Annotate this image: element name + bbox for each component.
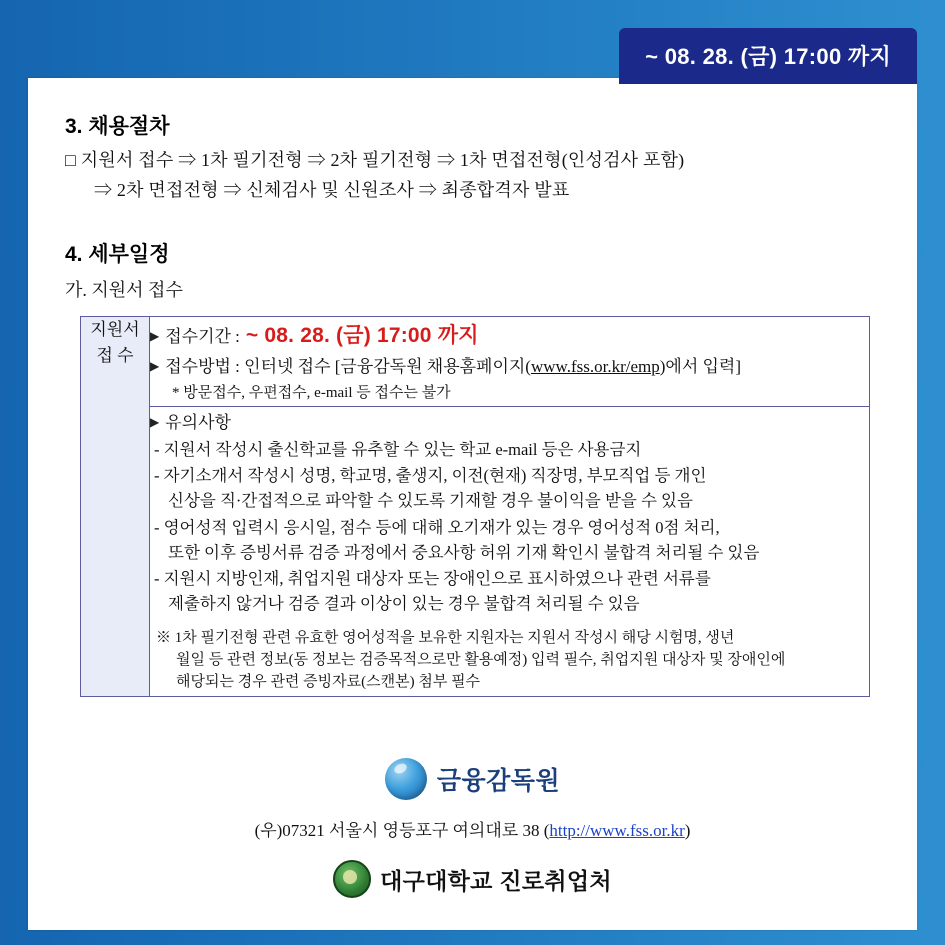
caution-item [154,567,869,617]
fss-address [28,816,917,841]
caution-item-line: - 지원시 지방인재, 취업지원 대상자 또는 장애인으로 표시하였으나 관련 서류를 [154,569,711,589]
star-note [156,627,867,694]
star-note-line: ※ 1차 필기전형 관련 유효한 영어성적을 보유한 지원자는 지원서 작성시 해당 시험명, 생년 [156,629,735,646]
period-value: ~ 08. 28. (금) 17:00 까지 [245,324,479,347]
star-note-line: 해당되는 경우 관련 증빙자료(스캔본) 첨부 필수 [176,674,481,691]
deadline-badge: ~ 08. 28. (금) 17:00 까지 [619,28,917,84]
procedure-line-1: □ 지원서 접수 ⇒ 1차 필기전형 ⇒ 2차 필기전형 ⇒ 1차 면접전형(인성검사 포함) [65,150,685,170]
section-4-title: 4. 세부일정 [65,243,170,266]
method-label-tail: )에서 입력] [659,357,741,377]
period-row [150,321,869,351]
triangle-bullet-icon: ▶ [150,415,160,430]
method-row [150,355,869,380]
method-note: * 방문접수, 우편접수, e-mail 등 접수는 불가 [172,385,451,402]
section-4-subhead: 가. 지원서 접수 [65,280,183,300]
address-prefix: (우)07321 서울시 영등포구 여의대로 38 ( [254,821,550,840]
university-seal-icon [333,860,371,898]
university-name: 대구대학교 진로취업처 [380,867,612,894]
fss-logo [385,758,560,800]
row-header-line-2: 접 수 [96,345,134,365]
fss-orb-icon [385,758,427,800]
caution-title: 유의사항 [165,413,231,433]
caution-item-line: - 자기소개서 작성시 성명, 학교명, 출생지, 이전(현재) 직장명, 부모직업 등 개인 [154,466,707,486]
caution-item-line: 제출하지 않거나 검증 결과 이상이 있는 경우 불합격 처리될 수 있음 [168,594,640,614]
address-suffix: ) [684,821,691,840]
caution-item [154,464,869,514]
white-content-sheet [28,78,917,930]
triangle-bullet-icon: ▶ [150,329,160,343]
method-label: 접수방법 : 인터넷 접수 [금융감독원 채용홈페이지( [165,357,531,377]
triangle-bullet-icon: ▶ [150,359,160,374]
table-row-header [81,317,150,697]
fss-name: 금융감독원 [436,767,561,795]
caution-cell [150,407,870,696]
fss-emp-link[interactable]: www.fss.or.kr/emp [530,357,660,377]
caution-title-row [150,411,869,436]
table-row [81,317,870,407]
caution-item [154,516,869,566]
university-block [28,860,917,903]
application-info-cell [150,317,870,407]
star-note-line: 월일 등 관련 정보(동 정보는 검증목적으로만 활용예정) 입력 필수, 취업지원 대상자 및 장애인에 [176,652,786,669]
fss-logo-block [28,758,917,805]
caution-item-line: - 지원서 작성시 출신학교를 유추할 수 있는 학교 e-mail 등은 사용금지 [154,439,642,459]
caution-item-line: 신상을 직·간접적으로 파악할 수 있도록 기재할 경우 불이익을 받을 수 있음 [168,491,693,511]
fss-website-link[interactable]: http://www.fss.or.kr [549,821,685,840]
university-logo [333,860,612,898]
caution-item-line: 또한 이후 증빙서류 검증 과정에서 중요사항 허위 기재 확인시 불합격 처리될 수 있음 [168,542,760,562]
caution-item [154,438,869,463]
table-row [81,407,870,696]
section-3-title: 3. 채용절차 [65,115,170,138]
application-schedule-table [80,316,870,697]
procedure-line-2: ⇒ 2차 면접전형 ⇒ 신체검사 및 신원조사 ⇒ 최종합격자 발표 [94,180,570,200]
caution-item-line: - 영어성적 입력시 응시일, 점수 등에 대해 오기재가 있는 경우 영어성적 0점 처리, [154,517,720,537]
period-label: 접수기간 : [165,327,240,346]
row-header-line-1: 지원서 [90,320,140,339]
